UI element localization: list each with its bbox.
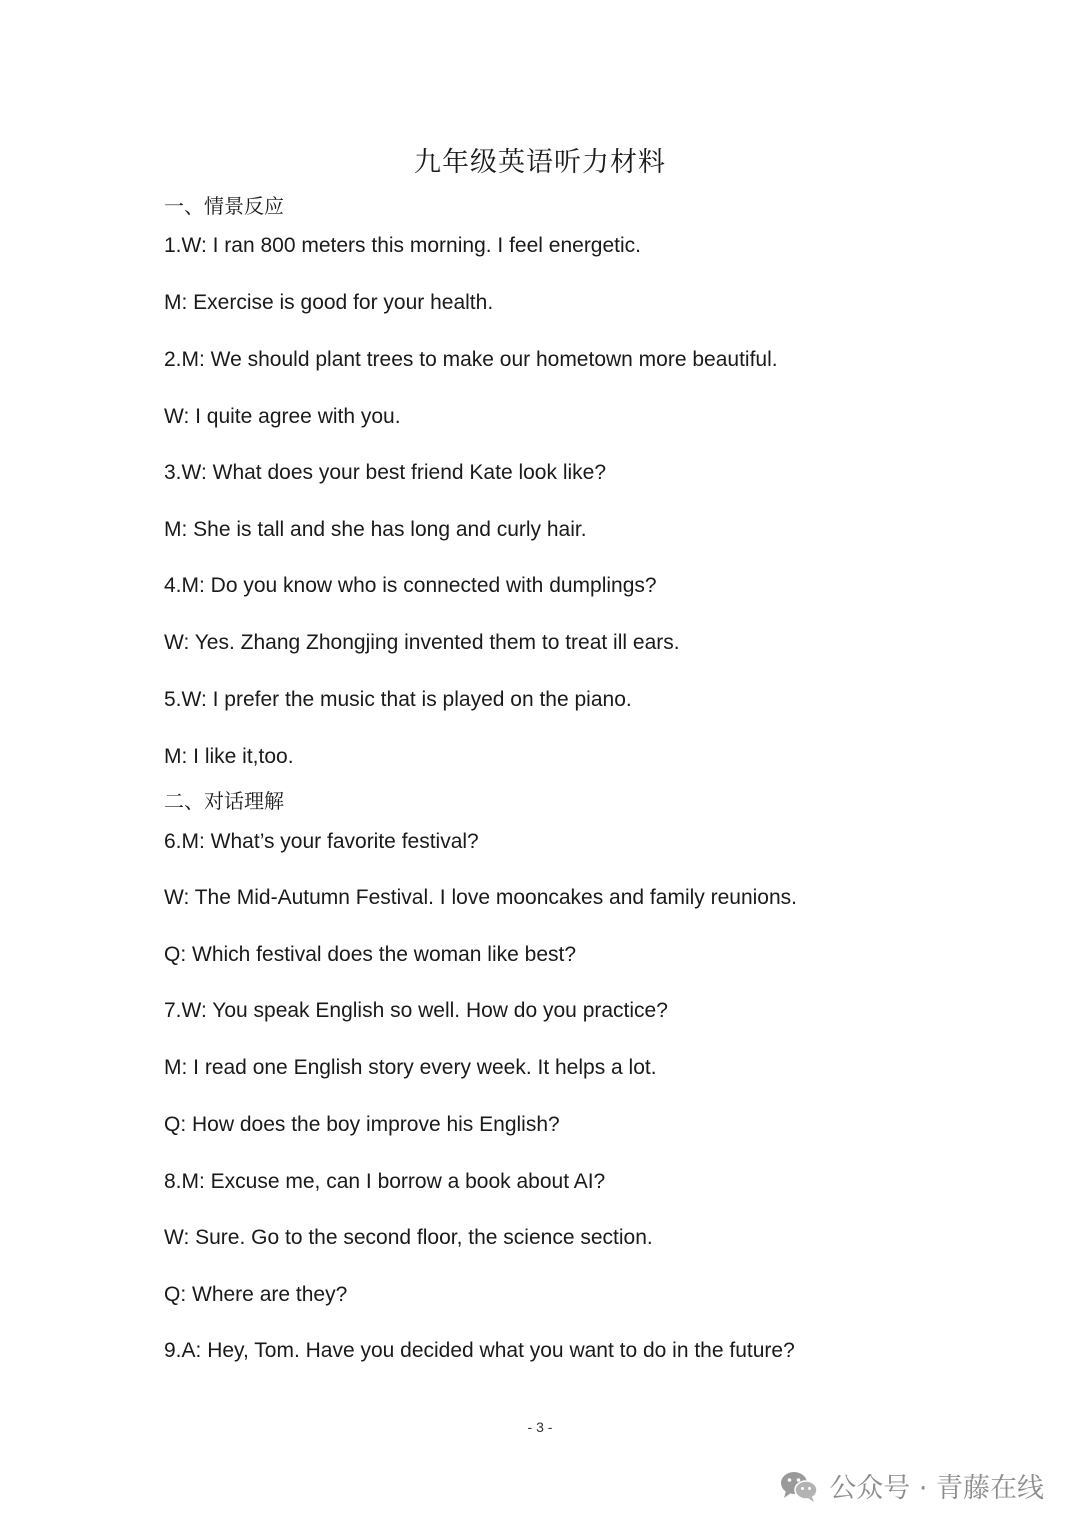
- dialogue-line: Q: Where are they?: [164, 1283, 348, 1306]
- dialogue-line: M: I like it,too.: [164, 745, 294, 768]
- dialogue-line: Q: Which festival does the woman like best?: [164, 943, 577, 966]
- dialogue-line: M: She is tall and she has long and curly hair.: [164, 518, 587, 541]
- dialogue-line: 9.A: Hey, Tom. Have you decided what you want to do in the future?: [164, 1339, 795, 1362]
- dialogue-line: W: I quite agree with you.: [164, 405, 401, 428]
- dialogue-line: Q: How does the boy improve his English?: [164, 1113, 560, 1136]
- section-heading-dialogue-comprehension: 二、对话理解: [164, 789, 284, 813]
- dialogue-line: 4.M: Do you know who is connected with dumplings?: [164, 574, 657, 597]
- dialogue-line: 5.W: I prefer the music that is played on the piano.: [164, 688, 632, 711]
- dialogue-line: 8.M: Excuse me, can I borrow a book about AI?: [164, 1170, 606, 1193]
- dialogue-line: 7.W: You speak English so well. How do you practice?: [164, 999, 668, 1022]
- dialogue-line: 2.M: We should plant trees to make our hometown more beautiful.: [164, 348, 778, 371]
- page-title: 九年级英语听力材料: [414, 147, 666, 178]
- wechat-icon: [779, 1469, 819, 1503]
- dialogue-line: 6.M: What’s your favorite festival?: [164, 830, 479, 853]
- watermark: [779, 1466, 1044, 1505]
- dialogue-line: M: I read one English story every week. It helps a lot.: [164, 1056, 657, 1079]
- watermark-text: 公众号 · 青藤在线: [829, 1473, 1044, 1504]
- dialogue-line: 1.W: I ran 800 meters this morning. I feel energetic.: [164, 234, 642, 257]
- dialogue-line: W: Sure. Go to the second floor, the science section.: [164, 1226, 653, 1249]
- dialogue-line: M: Exercise is good for your health.: [164, 291, 494, 314]
- dialogue-line: W: The Mid-Autumn Festival. I love mooncakes and family reunions.: [164, 886, 797, 909]
- dialogue-line: 3.W: What does your best friend Kate look like?: [164, 461, 607, 484]
- page-number: - 3 -: [527, 1419, 553, 1435]
- section-heading-situational-response: 一、情景反应: [164, 194, 284, 218]
- dialogue-line: W: Yes. Zhang Zhongjing invented them to treat ill ears.: [164, 631, 680, 654]
